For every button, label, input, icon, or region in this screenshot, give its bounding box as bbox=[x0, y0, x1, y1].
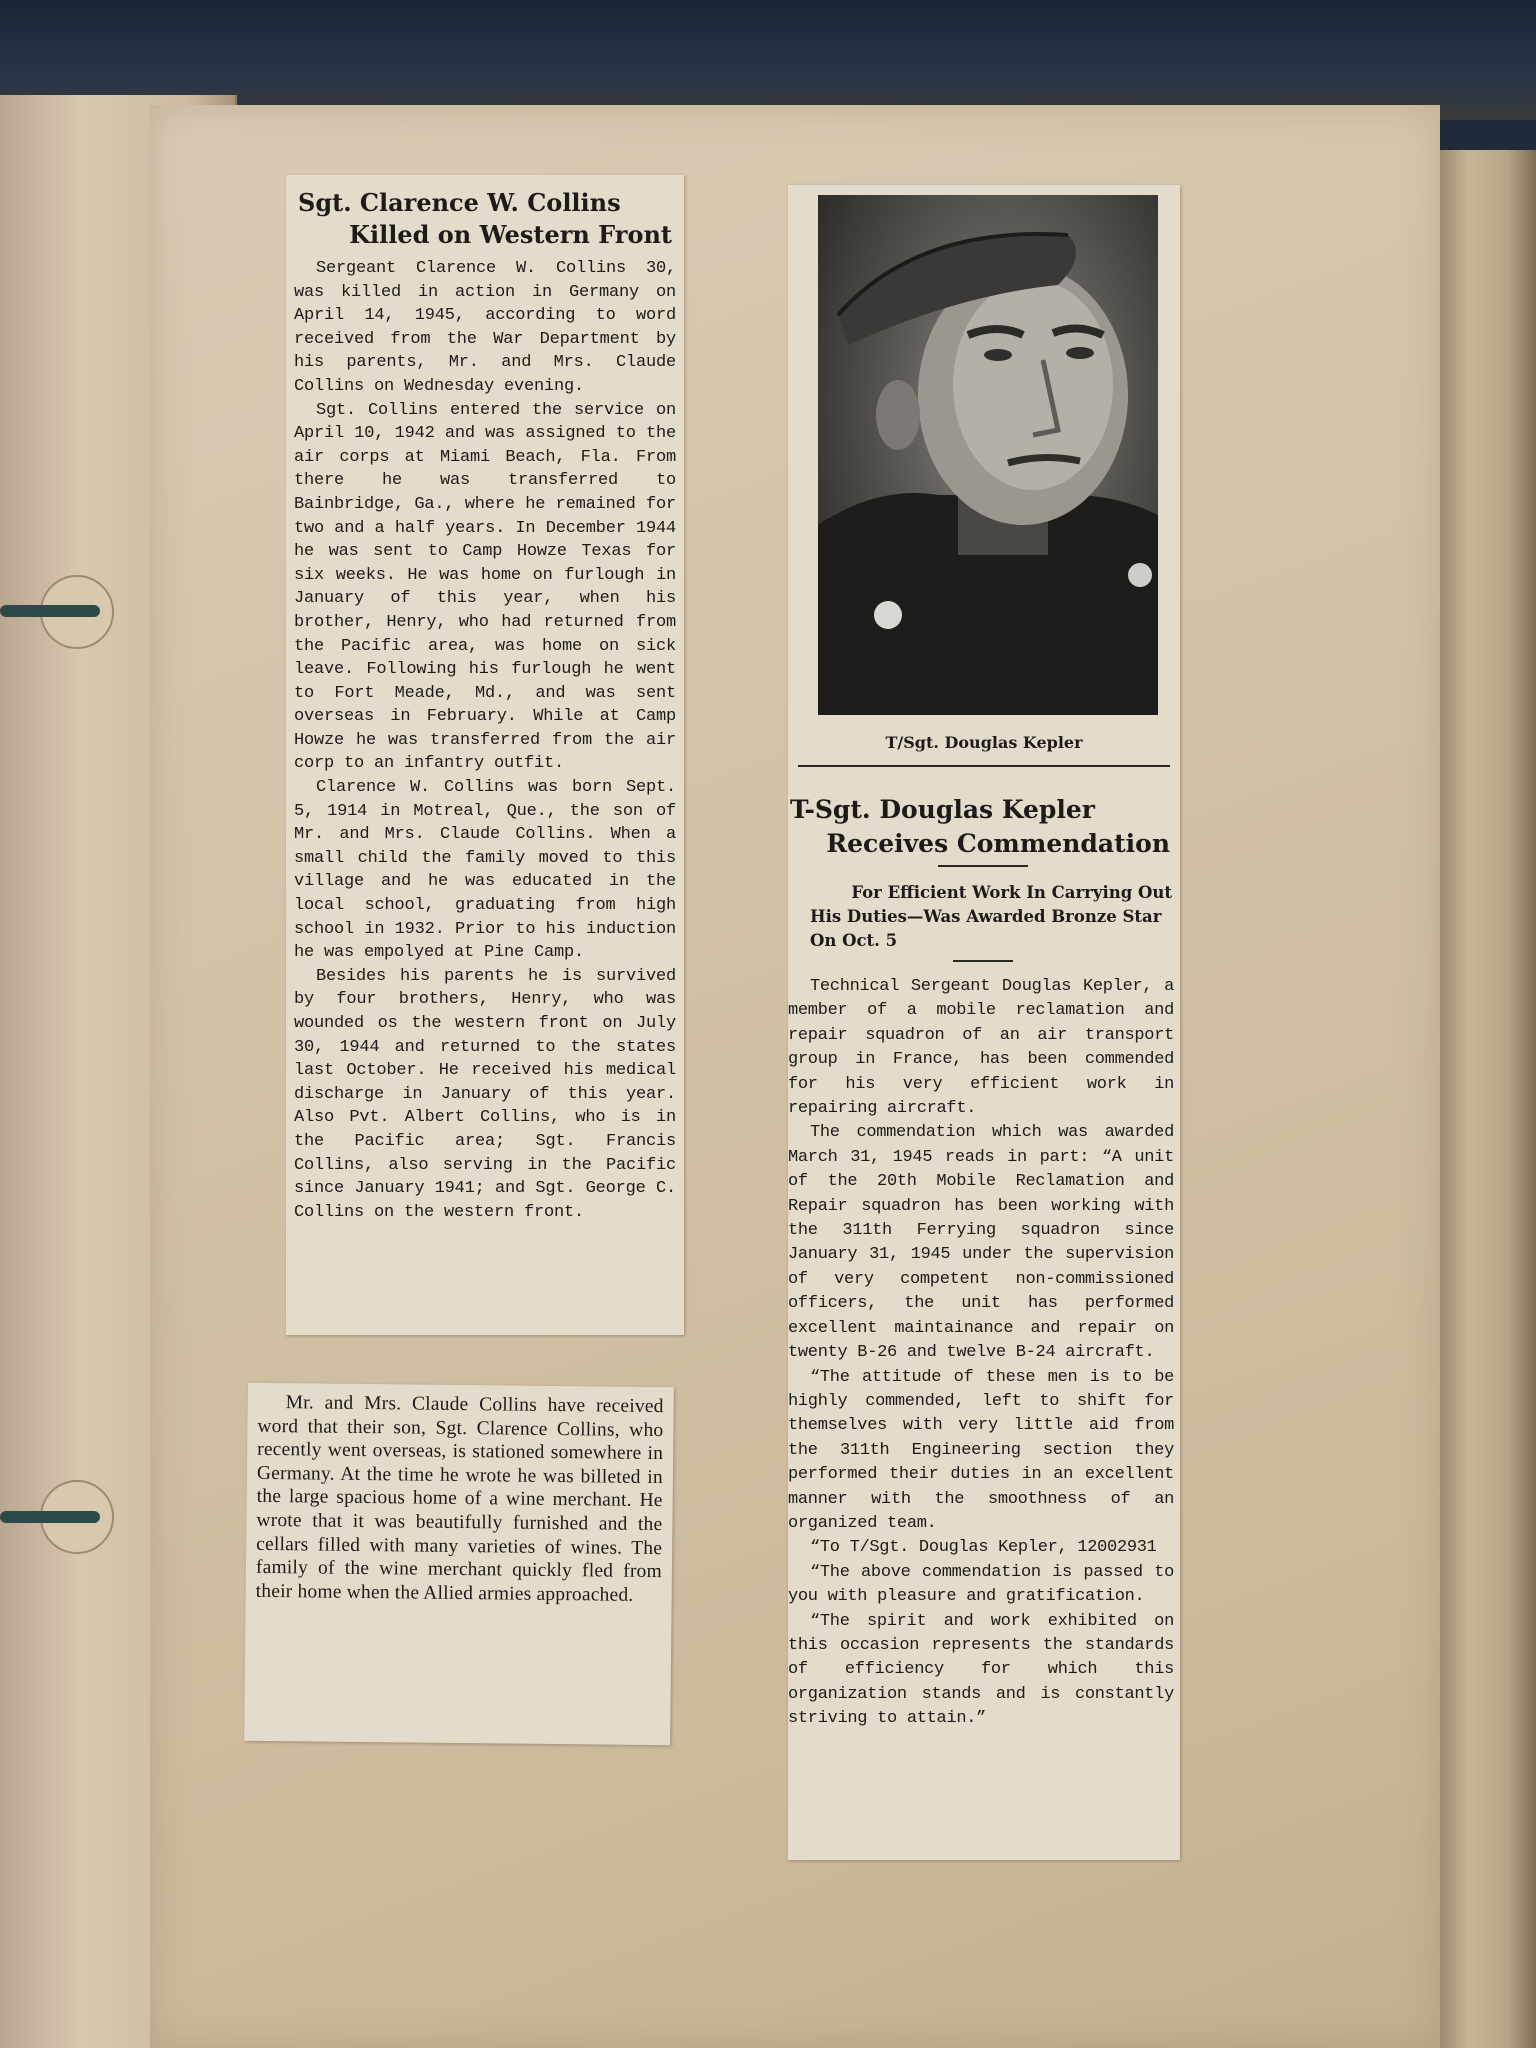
binder-string-lower bbox=[0, 1511, 100, 1523]
collins-letter-clipping bbox=[244, 1383, 674, 1745]
collins-paragraph: Clarence W. Collins was born Sept. 5, 1914 in Motreal, Que., the son of Mr. and Mrs. Claude Collins. When a small child the family moved to this village and he was educated in the local school, graduating from high school in 1932. Prior to his induction he was empolyed at Pine Camp. bbox=[294, 778, 676, 963]
collins-paragraph: Besides his parents he is survived by four brothers, Henry, who was wounded os the western front on July 30, 1944 and returned to the states last October. He received his medical discharge in January of this year. Also Pvt. Albert Collins, who is in the Pacific area; Sgt. Francis Collins, also serving in the Pacific since January 1941; and Sgt. George C. Collins on the western front. bbox=[294, 966, 676, 1222]
collins-paragraph: Sergeant Clarence W. Collins 30, was killed in action in Germany on April 14, 1945, according to word received from the War Department by his parents, Mr. and Mrs. Claude Collins on Wednesday evening. bbox=[294, 259, 676, 396]
kepler-paragraph: “To T/Sgt. Douglas Kepler, 12002931 bbox=[810, 1538, 1157, 1558]
kepler-headline-line2: Receives Commendation bbox=[826, 829, 1170, 858]
kepler-headline bbox=[790, 793, 1170, 861]
letter-body bbox=[256, 1391, 664, 1608]
collins-headline-line1: Sgt. Clarence W. Collins bbox=[298, 188, 621, 217]
binder-string-upper bbox=[0, 605, 100, 617]
kepler-article-body bbox=[788, 975, 1174, 1732]
kepler-portrait-photo bbox=[818, 195, 1158, 715]
caption-divider bbox=[798, 765, 1170, 767]
collins-headline-line2: Killed on Western Front bbox=[349, 220, 672, 249]
headline-divider bbox=[938, 865, 1028, 867]
collins-clipping bbox=[286, 175, 684, 1335]
right-page-edge bbox=[1440, 150, 1536, 2048]
kepler-paragraph: Technical Sergeant Douglas Kepler, a member of a mobile reclamation and repair squadron of an air transport group in France, has been commended for his very efficient work in repairing aircraft. bbox=[788, 977, 1174, 1119]
kepler-paragraph: “The attitude of these men is to be highly commended, left to shift for themselves with very little aid from the 311th Engineering section they performed their duties in an excellent manner with the smoothness of an organized team. bbox=[788, 1367, 1174, 1533]
collins-article-body bbox=[294, 257, 676, 1224]
collins-headline bbox=[298, 187, 672, 251]
kepler-subhead-line1: For Efficient Work In Carrying Out bbox=[851, 883, 1172, 902]
kepler-paragraph: “The spirit and work exhibited on this occasion represents the standards of efficiency for which this organization stands and is constantly striving to attain.” bbox=[788, 1611, 1174, 1729]
subhead-divider bbox=[953, 960, 1013, 962]
photo-caption: T/Sgt. Douglas Kepler bbox=[885, 733, 1083, 752]
kepler-paragraph: The commendation which was awarded March 31, 1945 reads in part: “A unit of the 20th Mobile Reclamation and Repair squadron has been working with the 311th Ferrying squadron since January 31, 1945 under the supervision of very competent non-commissioned officers, the unit has performed excellent maintainance and repair on twenty B-26 and twelve B-24 aircraft. bbox=[788, 1123, 1174, 1363]
kepler-subheadline bbox=[788, 881, 1172, 953]
kepler-subhead-line2: His Duties—Was Awarded Bronze Star On Oct. 5 bbox=[810, 907, 1162, 950]
collins-paragraph: Sgt. Collins entered the service on April 10, 1942 and was assigned to the air corps at Miami Beach, Fla. From there he was transferred to Bainbridge, Ga., where he remained for two and a half years. In December 1944 he was sent to Camp Howze Texas for six weeks. He was home on furlough in January of this year, when his brother, Henry, who had returned from the Pacific area, was home on sick leave. Following his furlough he went to Fort Meade, Md., and was sent overseas in February. While at Camp Howze he was transferred from the air corp to an infantry outfit. bbox=[294, 400, 676, 774]
letter-paragraph: Mr. and Mrs. Claude Collins have received word that their son, Sgt. Clarence Collins, who recently went overseas, is stationed somewhere in Germany. At the time he wrote he was billeted in the large spacious home of a wine merchant. He wrote that it was beautifully furnished and the cellars filled with many varieties of wines. The family of the wine merchant quickly fled from their home when the Allied armies approached. bbox=[255, 1392, 664, 1606]
kepler-paragraph: “The above commendation is passed to you with pleasure and gratification. bbox=[788, 1562, 1174, 1607]
portrait-illustration bbox=[818, 195, 1158, 715]
kepler-headline-line1: T-Sgt. Douglas Kepler bbox=[790, 795, 1095, 824]
kepler-clipping bbox=[788, 185, 1180, 1860]
